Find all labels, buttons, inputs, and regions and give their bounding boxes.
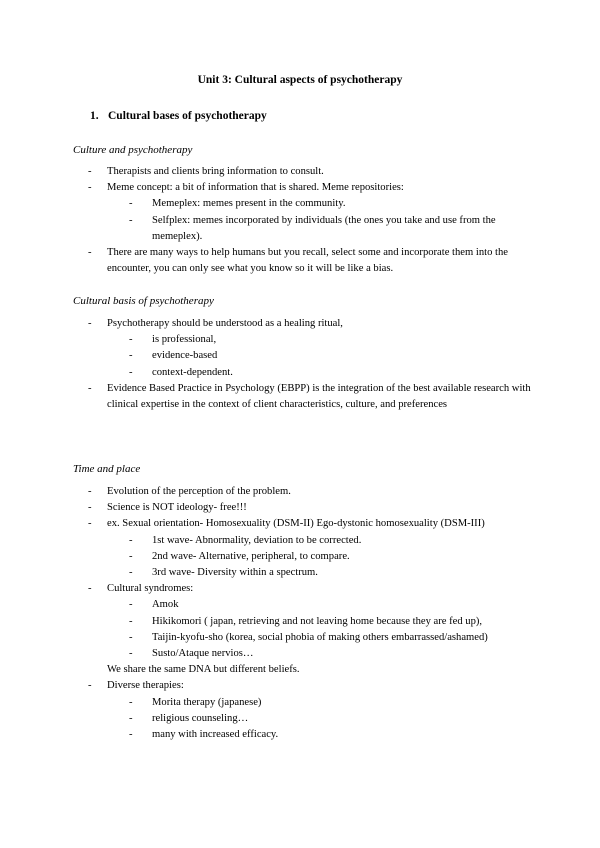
list-item [86,516,546,581]
list-item-text: Diverse therapies: [107,680,184,692]
document-title: Unit 3: Cultural aspects of psychotherapy [197,74,403,86]
sub-list-item: - evidence-based [127,348,546,364]
sub-list-item: - Memeplex: memes present in the community. [127,196,546,212]
syndromes-sublist [107,597,546,662]
list-item-text: Psychotherapy should be understood as a healing ritual, [107,318,343,329]
sub-list-item: - 1st wave- Abnormality, deviation to be corrected. [127,533,546,549]
list-item: - Evidence Based Practice in Psychology (EBPP) is the integration of the best available research with clinical expertise in the context of client characteristics, culture, and preferences [86,381,546,413]
waves-sublist [107,533,546,582]
sub-list-item: - Morita therapy (japanese) [127,695,546,711]
ritual-sublist [107,332,546,381]
heading-text: Cultural bases of psychotherapy [108,110,267,122]
sub-list-item: - 3rd wave- Diversity within a spectrum. [127,565,546,581]
sub-list-item: - Hikikomori ( japan, retrieving and not leaving home because they are fed up), [127,614,546,630]
sub-list-item: - 2nd wave- Alternative, peripheral, to compare. [127,549,546,565]
basis-list [86,316,546,413]
heading-number: 1. [90,110,99,122]
list-item: - Science is NOT ideology- free!!! [86,500,546,516]
section-heading-culture: Culture and psychotherapy [73,144,193,156]
sub-list-item: - is professional, [127,332,546,348]
sub-list-item: - Amok [127,597,546,613]
section-heading-time: Time and place [73,463,141,475]
list-item-text: Cultural syndromes: [107,583,194,595]
sub-list-item: - context-dependent. [127,365,546,381]
list-item-text: ex. Sexual orientation- Homosexuality (DSM-II) Ego-dystonic homosexuality (DSM-III) [107,518,485,530]
section-heading-basis: Cultural basis of psychotherapy [73,295,214,307]
heading-1 [90,110,267,122]
list-item [86,316,546,381]
culture-list [86,164,546,277]
list-item: - There are many ways to help humans but you recall, select some and incorporate them into the encounter, you can only see what you know so it will be like a bias. [86,245,546,277]
sub-list-item: - many with increased efficacy. [127,727,546,743]
list-item [86,180,546,245]
therapies-sublist [107,695,546,744]
list-item [86,678,546,743]
dna-note: We share the same DNA but different beliefs. [107,664,300,676]
list-item: - Therapists and clients bring information to consult. [86,164,546,180]
list-item-text: Meme concept: a bit of information that is shared. Meme repositories: [107,182,404,194]
list-item: - Evolution of the perception of the problem. [86,484,546,500]
sub-list-item: - religious counseling… [127,711,546,727]
time-list [86,484,546,743]
sub-list-item: - Taijin-kyofu-sho (korea, social phobia of making others embarrassed/ashamed) [127,630,546,646]
list-item [86,581,546,662]
meme-sublist [107,196,546,245]
sub-list-item: - Selfplex: memes incorporated by individuals (the ones you take and use from the memeplex). [127,213,546,245]
sub-list-item: - Susto/Ataque nervios… [127,646,546,662]
